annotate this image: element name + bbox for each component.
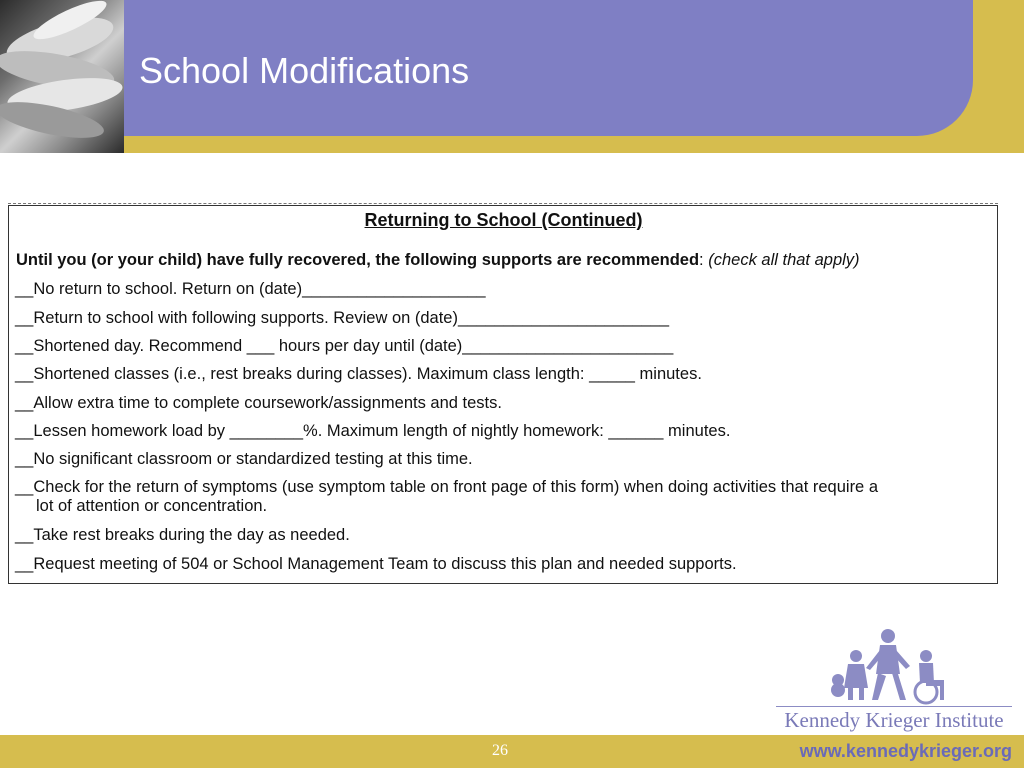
form-item-shortened-day: __Shortened day. Recommend ___ hours per day until (date)_______________________: [15, 337, 674, 355]
form-item-shortened-classes: __Shortened classes (i.e., rest breaks during classes). Maximum class length: _____ minutes.: [15, 365, 702, 383]
form-top-divider: [8, 203, 998, 204]
logo-text: Kennedy Krieger Institute: [776, 706, 1012, 733]
form-item-check-symptoms: [15, 478, 878, 516]
footer-url-link[interactable]: www.kennedykrieger.org: [799, 741, 1012, 761]
page-title: School Modifications: [139, 50, 470, 91]
form-intro-bold: Until you (or your child) have fully recovered, the following supports are recommended: [16, 251, 700, 269]
page-number: 26: [492, 742, 508, 759]
form-intro: [16, 251, 860, 270]
form-item-lessen-homework: __Lessen homework load by ________%. Maximum length of nightly homework: ______ minutes.: [15, 422, 731, 440]
form-title: Returning to School (Continued): [364, 210, 643, 230]
form-item-return-with-supports: __Return to school with following supports. Review on (date)_______________________: [15, 309, 670, 327]
form-item-no-testing: __No significant classroom or standardized testing at this time.: [15, 450, 473, 468]
form-item-extra-time: __Allow extra time to complete coursework/assignments and tests.: [15, 394, 502, 412]
form-intro-colon: :: [699, 251, 709, 269]
form-item-request-meeting: __Request meeting of 504 or School Management Team to discuss this plan and needed supports.: [15, 555, 737, 573]
form-item-no-return: __No return to school. Return on (date)____________________: [15, 280, 486, 298]
stacked-hands-photo: [0, 0, 124, 153]
form-intro-italic: (check all that apply): [708, 251, 860, 269]
form-item-check-symptoms-line2: lot of attention or concentration.: [36, 497, 268, 515]
form-item-rest-breaks: __Take rest breaks during the day as needed.: [15, 526, 350, 544]
form-item-check-symptoms-line1: __Check for the return of symptoms (use symptom table on front page of this form) when doing activities that require a: [15, 478, 878, 496]
